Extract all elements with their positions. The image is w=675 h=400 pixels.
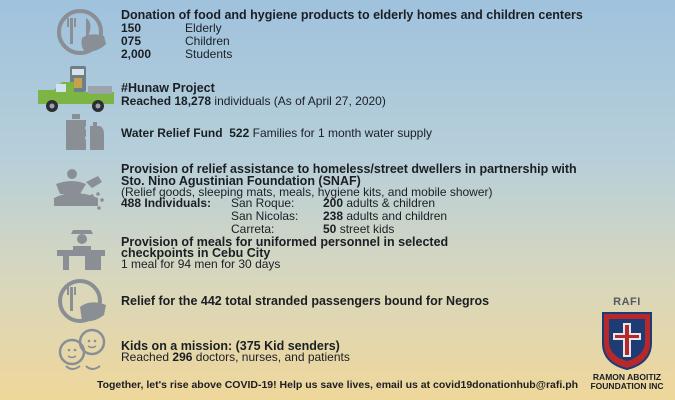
homeless-place-desc: street kids [339,222,395,236]
food-truck-icon [34,62,118,116]
donation-label: Elderly [185,21,222,35]
hunaw-reached [121,95,386,108]
kids-reached [121,351,350,364]
donation-label: Children [185,34,230,48]
water-detail: Families for 1 month water supply [252,126,433,140]
table-row [121,210,447,223]
donation-title: Donation of food and hygiene products to elderly homes and children centers [121,8,583,22]
logo-name-2: FOUNDATION INC [590,381,664,391]
stranded-title: Relief for the 442 total stranded passengers bound for Negros [121,294,490,308]
homeless-place: San Roque: [231,196,295,210]
shower-icon [50,164,110,222]
donation-count: 150 [121,21,142,35]
homeless-place-count: 238 [323,209,344,223]
homeless-title-2: Sto. Nino Agustinian Foundation (SNAF) [121,174,361,188]
kids-reached-prefix: Reached [121,350,170,364]
meals-title-1: Provision of meals for uniformed personnel in selected [121,235,449,249]
donation-table [121,22,232,61]
utensils-hand-icon [56,8,108,56]
homeless-table [121,197,447,236]
hunaw-reached-count: Reached 18,278 [121,94,212,108]
water-line [121,127,432,140]
logo-name-1: RAMON ABOITIZ [592,372,662,382]
homeless-place-desc: adults & children [346,196,436,210]
donation-label: Students [185,47,233,61]
homeless-individuals-label: 488 Individuals: [121,196,212,210]
homeless-place-count: 50 [323,222,337,236]
rafi-crest-icon [601,311,653,371]
homeless-title-1: Provision of relief assistance to homeless/street dwellers in partnership with [121,162,577,176]
kids-reached-count: 296 [172,350,193,364]
logo-acronym: RAFI [613,296,641,308]
table-row [121,48,232,61]
donation-count: 075 [121,34,142,48]
homeless-note: (Relief goods, sleeping mats, meals, hygiene kits, and mobile shower) [121,185,493,199]
water-title: Water Relief Fund [121,126,223,140]
homeless-place-count: 200 [323,196,344,210]
homeless-place: Carreta: [231,222,275,236]
water-jug-icon [62,112,106,152]
meals-detail: 1 meal for 94 men for 30 days [121,257,281,271]
homeless-individuals [121,197,231,210]
kids-faces-icon [56,326,110,372]
water-count: 522 [229,126,250,140]
hunaw-reached-text: individuals (As of April 27, 2020) [214,94,386,108]
meal-plate-icon [56,277,108,325]
homeless-place-desc: adults and children [346,209,448,223]
footer-text: Together, let's rise above COVID-19! Help us save lives, email us at covid19donationhub@rafi.ph [96,379,579,391]
kids-title: Kids on a mission: (375 Kid senders) [121,339,340,353]
rafi-logo [588,296,666,391]
hunaw-title: #Hunaw Project [121,81,215,95]
guard-post-icon [55,226,107,270]
donation-count: 2,000 [121,47,152,61]
meals-title-2: checkpoints in Cebu City [121,246,271,260]
homeless-place: San Nicolas: [231,209,299,223]
kids-reached-suffix: doctors, nurses, and patients [195,350,350,364]
